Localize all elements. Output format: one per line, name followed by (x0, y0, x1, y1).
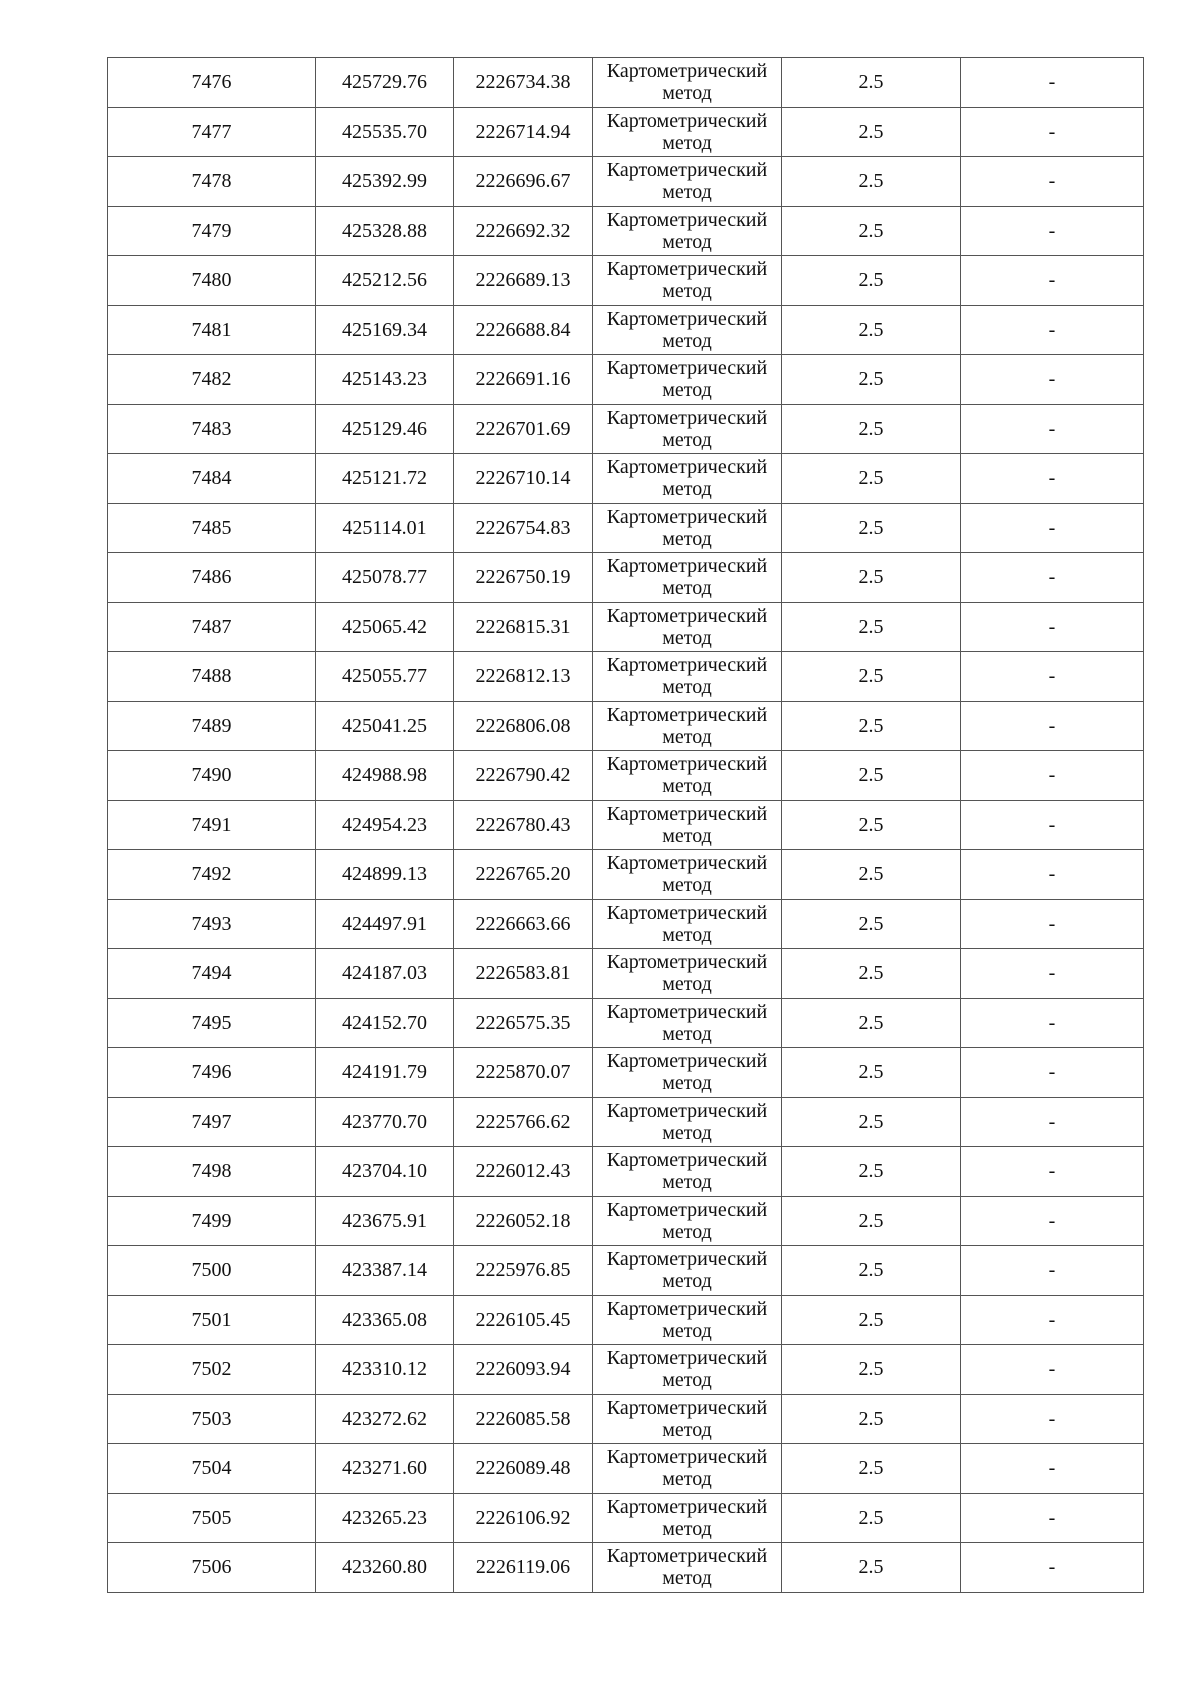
description-cell: - (961, 503, 1144, 553)
table-row (108, 652, 1144, 702)
accuracy-cell: 2.5 (782, 404, 961, 454)
table-row (108, 58, 1144, 108)
point-number-cell: 7481 (108, 305, 316, 355)
method-cell: Картометрический метод (593, 1295, 782, 1345)
point-number-cell: 7498 (108, 1147, 316, 1197)
accuracy-cell: 2.5 (782, 949, 961, 999)
y-coordinate-cell: 2226119.06 (454, 1543, 593, 1593)
method-cell: Картометрический метод (593, 1345, 782, 1395)
x-coordinate-cell: 425729.76 (316, 58, 454, 108)
y-coordinate-cell: 2226806.08 (454, 701, 593, 751)
y-coordinate-cell: 2226734.38 (454, 58, 593, 108)
description-cell: - (961, 949, 1144, 999)
y-coordinate-cell: 2226012.43 (454, 1147, 593, 1197)
y-coordinate-cell: 2226754.83 (454, 503, 593, 553)
y-coordinate-cell: 2226765.20 (454, 850, 593, 900)
y-coordinate-cell: 2226106.92 (454, 1493, 593, 1543)
x-coordinate-cell: 424152.70 (316, 998, 454, 1048)
description-cell: - (961, 850, 1144, 900)
method-cell: Картометрический метод (593, 355, 782, 405)
point-number-cell: 7486 (108, 553, 316, 603)
point-number-cell: 7499 (108, 1196, 316, 1246)
point-number-cell: 7495 (108, 998, 316, 1048)
point-number-cell: 7505 (108, 1493, 316, 1543)
x-coordinate-cell: 425114.01 (316, 503, 454, 553)
table-row (108, 305, 1144, 355)
table-row (108, 256, 1144, 306)
method-cell: Картометрический метод (593, 305, 782, 355)
coordinates-table (107, 57, 1144, 1593)
method-cell: Картометрический метод (593, 58, 782, 108)
x-coordinate-cell: 424899.13 (316, 850, 454, 900)
method-cell: Картометрический метод (593, 1543, 782, 1593)
table-row (108, 800, 1144, 850)
x-coordinate-cell: 423770.70 (316, 1097, 454, 1147)
accuracy-cell: 2.5 (782, 701, 961, 751)
table-row (108, 751, 1144, 801)
y-coordinate-cell: 2226052.18 (454, 1196, 593, 1246)
description-cell: - (961, 1345, 1144, 1395)
point-number-cell: 7492 (108, 850, 316, 900)
y-coordinate-cell: 2226710.14 (454, 454, 593, 504)
table-row (108, 1147, 1144, 1197)
description-cell: - (961, 256, 1144, 306)
point-number-cell: 7477 (108, 107, 316, 157)
method-cell: Картометрический метод (593, 1493, 782, 1543)
accuracy-cell: 2.5 (782, 998, 961, 1048)
description-cell: - (961, 305, 1144, 355)
description-cell: - (961, 899, 1144, 949)
description-cell: - (961, 602, 1144, 652)
table-row (108, 1543, 1144, 1593)
x-coordinate-cell: 425212.56 (316, 256, 454, 306)
table-row (108, 1196, 1144, 1246)
method-cell: Картометрический метод (593, 1444, 782, 1494)
table-row (108, 404, 1144, 454)
table-row (108, 602, 1144, 652)
x-coordinate-cell: 423271.60 (316, 1444, 454, 1494)
accuracy-cell: 2.5 (782, 800, 961, 850)
y-coordinate-cell: 2225870.07 (454, 1048, 593, 1098)
method-cell: Картометрический метод (593, 503, 782, 553)
x-coordinate-cell: 424954.23 (316, 800, 454, 850)
accuracy-cell: 2.5 (782, 553, 961, 603)
y-coordinate-cell: 2226688.84 (454, 305, 593, 355)
method-cell: Картометрический метод (593, 107, 782, 157)
point-number-cell: 7494 (108, 949, 316, 999)
table-row (108, 454, 1144, 504)
table-row (108, 998, 1144, 1048)
table-row (108, 503, 1144, 553)
description-cell: - (961, 553, 1144, 603)
point-number-cell: 7503 (108, 1394, 316, 1444)
point-number-cell: 7488 (108, 652, 316, 702)
method-cell: Картометрический метод (593, 404, 782, 454)
y-coordinate-cell: 2226575.35 (454, 998, 593, 1048)
method-cell: Картометрический метод (593, 454, 782, 504)
x-coordinate-cell: 423310.12 (316, 1345, 454, 1395)
x-coordinate-cell: 423265.23 (316, 1493, 454, 1543)
point-number-cell: 7487 (108, 602, 316, 652)
y-coordinate-cell: 2226093.94 (454, 1345, 593, 1395)
table-row (108, 701, 1144, 751)
table-row (108, 107, 1144, 157)
description-cell: - (961, 58, 1144, 108)
point-number-cell: 7506 (108, 1543, 316, 1593)
method-cell: Картометрический метод (593, 998, 782, 1048)
table-row (108, 949, 1144, 999)
description-cell: - (961, 800, 1144, 850)
x-coordinate-cell: 425535.70 (316, 107, 454, 157)
method-cell: Картометрический метод (593, 701, 782, 751)
method-cell: Картометрический метод (593, 602, 782, 652)
point-number-cell: 7500 (108, 1246, 316, 1296)
table-row (108, 1394, 1144, 1444)
y-coordinate-cell: 2226815.31 (454, 602, 593, 652)
point-number-cell: 7496 (108, 1048, 316, 1098)
table-row (108, 157, 1144, 207)
accuracy-cell: 2.5 (782, 1048, 961, 1098)
method-cell: Картометрический метод (593, 1246, 782, 1296)
table-row (108, 1048, 1144, 1098)
description-cell: - (961, 107, 1144, 157)
y-coordinate-cell: 2226790.42 (454, 751, 593, 801)
x-coordinate-cell: 423260.80 (316, 1543, 454, 1593)
y-coordinate-cell: 2226692.32 (454, 206, 593, 256)
description-cell: - (961, 1246, 1144, 1296)
table-row (108, 206, 1144, 256)
table-body (108, 58, 1144, 1593)
x-coordinate-cell: 425392.99 (316, 157, 454, 207)
y-coordinate-cell: 2226663.66 (454, 899, 593, 949)
accuracy-cell: 2.5 (782, 1246, 961, 1296)
description-cell: - (961, 1097, 1144, 1147)
point-number-cell: 7489 (108, 701, 316, 751)
accuracy-cell: 2.5 (782, 1295, 961, 1345)
x-coordinate-cell: 423387.14 (316, 1246, 454, 1296)
x-coordinate-cell: 423704.10 (316, 1147, 454, 1197)
method-cell: Картометрический метод (593, 1097, 782, 1147)
accuracy-cell: 2.5 (782, 256, 961, 306)
y-coordinate-cell: 2226689.13 (454, 256, 593, 306)
point-number-cell: 7504 (108, 1444, 316, 1494)
x-coordinate-cell: 424191.79 (316, 1048, 454, 1098)
x-coordinate-cell: 425041.25 (316, 701, 454, 751)
y-coordinate-cell: 2225976.85 (454, 1246, 593, 1296)
method-cell: Картометрический метод (593, 899, 782, 949)
description-cell: - (961, 206, 1144, 256)
method-cell: Картометрический метод (593, 256, 782, 306)
accuracy-cell: 2.5 (782, 355, 961, 405)
table-row (108, 553, 1144, 603)
method-cell: Картометрический метод (593, 553, 782, 603)
accuracy-cell: 2.5 (782, 206, 961, 256)
table-row (108, 850, 1144, 900)
x-coordinate-cell: 425169.34 (316, 305, 454, 355)
point-number-cell: 7484 (108, 454, 316, 504)
description-cell: - (961, 454, 1144, 504)
method-cell: Картометрический метод (593, 800, 782, 850)
method-cell: Картометрический метод (593, 1147, 782, 1197)
point-number-cell: 7485 (108, 503, 316, 553)
x-coordinate-cell: 423272.62 (316, 1394, 454, 1444)
point-number-cell: 7478 (108, 157, 316, 207)
accuracy-cell: 2.5 (782, 602, 961, 652)
y-coordinate-cell: 2226696.67 (454, 157, 593, 207)
point-number-cell: 7490 (108, 751, 316, 801)
accuracy-cell: 2.5 (782, 652, 961, 702)
table-row (108, 1246, 1144, 1296)
description-cell: - (961, 1493, 1144, 1543)
accuracy-cell: 2.5 (782, 1147, 961, 1197)
description-cell: - (961, 1543, 1144, 1593)
x-coordinate-cell: 425143.23 (316, 355, 454, 405)
y-coordinate-cell: 2226105.45 (454, 1295, 593, 1345)
table-row (108, 1444, 1144, 1494)
accuracy-cell: 2.5 (782, 1345, 961, 1395)
accuracy-cell: 2.5 (782, 1097, 961, 1147)
y-coordinate-cell: 2226701.69 (454, 404, 593, 454)
description-cell: - (961, 1048, 1144, 1098)
accuracy-cell: 2.5 (782, 850, 961, 900)
x-coordinate-cell: 425078.77 (316, 553, 454, 603)
description-cell: - (961, 355, 1144, 405)
accuracy-cell: 2.5 (782, 305, 961, 355)
x-coordinate-cell: 425129.46 (316, 404, 454, 454)
x-coordinate-cell: 425328.88 (316, 206, 454, 256)
accuracy-cell: 2.5 (782, 1196, 961, 1246)
point-number-cell: 7476 (108, 58, 316, 108)
table-row (108, 899, 1144, 949)
accuracy-cell: 2.5 (782, 454, 961, 504)
point-number-cell: 7497 (108, 1097, 316, 1147)
y-coordinate-cell: 2226085.58 (454, 1394, 593, 1444)
point-number-cell: 7482 (108, 355, 316, 405)
accuracy-cell: 2.5 (782, 1493, 961, 1543)
description-cell: - (961, 1444, 1144, 1494)
description-cell: - (961, 1394, 1144, 1444)
accuracy-cell: 2.5 (782, 1444, 961, 1494)
method-cell: Картометрический метод (593, 652, 782, 702)
y-coordinate-cell: 2226780.43 (454, 800, 593, 850)
description-cell: - (961, 1295, 1144, 1345)
accuracy-cell: 2.5 (782, 157, 961, 207)
accuracy-cell: 2.5 (782, 1394, 961, 1444)
y-coordinate-cell: 2226750.19 (454, 553, 593, 603)
description-cell: - (961, 157, 1144, 207)
description-cell: - (961, 751, 1144, 801)
x-coordinate-cell: 425121.72 (316, 454, 454, 504)
x-coordinate-cell: 423675.91 (316, 1196, 454, 1246)
method-cell: Картометрический метод (593, 949, 782, 999)
method-cell: Картометрический метод (593, 1048, 782, 1098)
point-number-cell: 7491 (108, 800, 316, 850)
description-cell: - (961, 701, 1144, 751)
method-cell: Картометрический метод (593, 1394, 782, 1444)
accuracy-cell: 2.5 (782, 1543, 961, 1593)
table-row (108, 1493, 1144, 1543)
table-row (108, 1295, 1144, 1345)
table-row (108, 1345, 1144, 1395)
description-cell: - (961, 652, 1144, 702)
description-cell: - (961, 1147, 1144, 1197)
y-coordinate-cell: 2226691.16 (454, 355, 593, 405)
x-coordinate-cell: 424187.03 (316, 949, 454, 999)
description-cell: - (961, 1196, 1144, 1246)
description-cell: - (961, 404, 1144, 454)
method-cell: Картометрический метод (593, 157, 782, 207)
y-coordinate-cell: 2226812.13 (454, 652, 593, 702)
y-coordinate-cell: 2226089.48 (454, 1444, 593, 1494)
point-number-cell: 7483 (108, 404, 316, 454)
point-number-cell: 7502 (108, 1345, 316, 1395)
point-number-cell: 7493 (108, 899, 316, 949)
y-coordinate-cell: 2226714.94 (454, 107, 593, 157)
point-number-cell: 7479 (108, 206, 316, 256)
x-coordinate-cell: 424497.91 (316, 899, 454, 949)
method-cell: Картометрический метод (593, 850, 782, 900)
accuracy-cell: 2.5 (782, 751, 961, 801)
y-coordinate-cell: 2225766.62 (454, 1097, 593, 1147)
table-row (108, 355, 1144, 405)
accuracy-cell: 2.5 (782, 899, 961, 949)
x-coordinate-cell: 425065.42 (316, 602, 454, 652)
method-cell: Картометрический метод (593, 206, 782, 256)
accuracy-cell: 2.5 (782, 107, 961, 157)
x-coordinate-cell: 425055.77 (316, 652, 454, 702)
description-cell: - (961, 998, 1144, 1048)
method-cell: Картометрический метод (593, 751, 782, 801)
x-coordinate-cell: 424988.98 (316, 751, 454, 801)
x-coordinate-cell: 423365.08 (316, 1295, 454, 1345)
accuracy-cell: 2.5 (782, 503, 961, 553)
point-number-cell: 7501 (108, 1295, 316, 1345)
point-number-cell: 7480 (108, 256, 316, 306)
table-row (108, 1097, 1144, 1147)
accuracy-cell: 2.5 (782, 58, 961, 108)
method-cell: Картометрический метод (593, 1196, 782, 1246)
y-coordinate-cell: 2226583.81 (454, 949, 593, 999)
